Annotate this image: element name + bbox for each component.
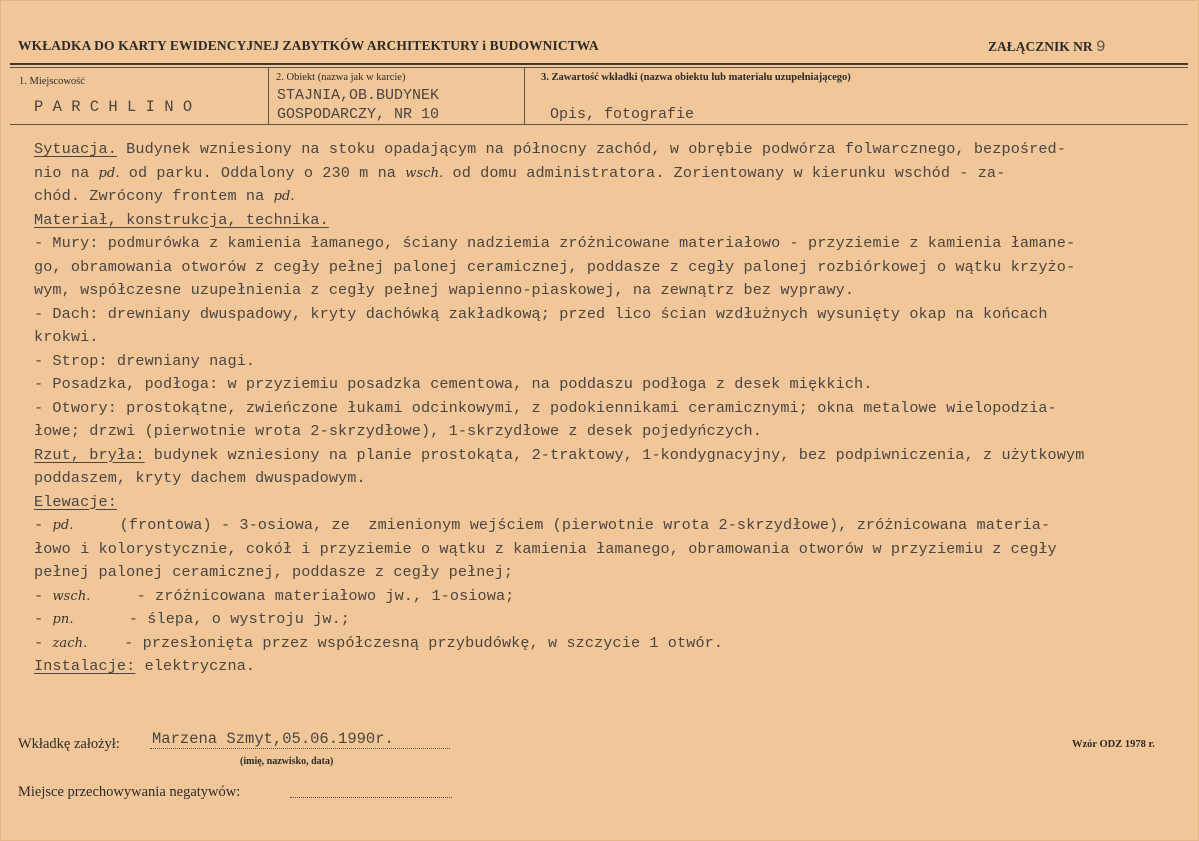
body-line [34, 138, 1184, 162]
body-text: - przesłonięta przez współczesną przybudówkę, w szczycie 1 otwór. [87, 633, 724, 652]
description-body [34, 138, 1184, 679]
body-line: łowe; drzwi (pierwotnie wrota 2-skrzydłowe), 1-skrzydłowe z desek pojedyńczych. [34, 422, 762, 440]
body-line: krokwi. [34, 328, 99, 346]
section-heading-situation: Sytuacja. [34, 140, 117, 158]
body-text: nio na [34, 163, 99, 182]
body-text: chód. Zwrócony frontem na [34, 187, 274, 205]
body-text: (frontowa) - 3-osiowa, ze zmienionym wejściem (pierwotnie wrota 2-skrzydłowe), zróżnicowana materia- [73, 516, 1051, 534]
location-label: 1. Miejscowość [19, 76, 85, 87]
body-line: - Posadzka, podłoga: w przyziemiu posadzka cementowa, na poddaszu podłoga z desek miękkich. [34, 375, 873, 393]
body-line: - Dach: drewniany dwuspadowy, kryty dachówką zakładkową; przed lico ścian wzdłużnych wysunięty okap na końcach [34, 304, 1048, 323]
body-line [34, 655, 1184, 679]
body-line: - Otwory: prostokątne, zwieńczone łukami odcinkowymi, z podokiennikami ceramicznymi; okna metalowe wielopodzia- [34, 398, 1057, 417]
author-value: Marzena Szmyt,05.06.1990r. [152, 730, 394, 748]
handwritten-annotation: wsch. [52, 588, 91, 604]
object-value-line2: GOSPODARCZY, NR 10 [277, 106, 440, 123]
body-line [34, 185, 1184, 209]
form-code: Wzór ODZ 1978 r. [1072, 739, 1155, 750]
location-value: P A R C H L I N O [34, 98, 193, 116]
negatives-dotted-line [290, 797, 452, 798]
handwritten-annotation: pd. [98, 165, 120, 181]
body-line [34, 209, 1184, 233]
body-text: Budynek wzniesiony na stoku opadającym na północny zachód, w obrębie podwórza folwarcznego, bezpośred- [116, 140, 1066, 158]
body-line: - Mury: podmurówka z kamienia łamanego, ściany nadziemia zróżnicowane materiałowo - przyziemie z kamienia łamane- [34, 234, 1076, 252]
body-text: - [34, 610, 53, 628]
author-dotted-line [150, 748, 450, 749]
body-line [34, 632, 1184, 656]
body-line: poddaszem, kryty dachem dwuspadowym. [34, 469, 366, 487]
body-line [34, 444, 1184, 468]
fields-divider-1 [268, 68, 269, 124]
handwritten-annotation: zach. [52, 635, 88, 651]
body-text: elektryczna. [135, 657, 256, 675]
attachment-label [988, 38, 1106, 56]
body-text: - [34, 586, 53, 605]
attachment-label-text: ZAŁĄCZNIK NR [988, 39, 1093, 54]
author-hint: (imię, nazwisko, data) [240, 756, 334, 767]
negatives-label: Miejsce przechowywania negatywów: [18, 784, 241, 800]
author-label: Wkładkę założył: [18, 736, 120, 752]
handwritten-annotation: pd. [52, 518, 74, 533]
body-line [34, 608, 1184, 632]
handwritten-annotation: pn. [52, 612, 74, 627]
handwritten-annotation: wsch. [405, 165, 444, 181]
fields-divider-2 [524, 68, 525, 124]
body-line: łowo i kolorystycznie, cokół i przyziemie o wątku z kamienia łamanego, obramowania otworów w przyziemiu z cegły [34, 539, 1057, 558]
header-rule-top [10, 63, 1188, 65]
body-line [34, 491, 1184, 515]
object-value-line1: STAJNIA,OB.BUDYNEK [277, 87, 440, 104]
body-line: pełnej palonej ceramicznej, poddasze z cegły pełnej; [34, 563, 514, 581]
contents-value: Opis, fotografie [550, 106, 695, 123]
section-heading-plan: Rzut, bryła: [34, 445, 145, 464]
body-line: wym, współczesne uzupełnienia z cegły pełnej wapienno-piaskowej, na zewnątrz bez wyprawy. [34, 281, 855, 299]
body-line [34, 585, 1184, 609]
body-text: budynek wzniesiony na planie prostokąta, 2-traktowy, 1-kondygnacyjny, bez podpiwniczenia, z użytkowym [144, 445, 1085, 464]
contents-label: 3. Zawartość wkładki (nazwa obiektu lub materiału uzupełniającego) [541, 72, 851, 83]
section-heading-material: Materiał, konstrukcja, technika. [34, 210, 329, 229]
body-line: - Strop: drewniany nagi. [34, 351, 256, 370]
body-line [34, 162, 1184, 186]
body-text: od parku. Oddalony o 230 m na [119, 163, 406, 182]
body-text: - [34, 633, 53, 652]
handwritten-annotation: pd. [273, 189, 295, 204]
body-text: - ślepa, o wystroju jw.; [73, 610, 350, 628]
body-line: go, obramowania otworów z cegły pełnej palonej ceramicznej, poddasze z cegły palonej rozbiórkowej o wątku krzyżo- [34, 257, 1076, 276]
header-rule-top-inner [10, 67, 1188, 68]
body-text: - zróżnicowana materiałowo jw., 1-osiowa; [90, 586, 515, 605]
attachment-number: 9 [1096, 38, 1106, 56]
body-line [34, 514, 1184, 538]
object-label: 2. Obiekt (nazwa jak w karcie) [276, 72, 406, 83]
fields-rule-bottom [10, 124, 1188, 125]
body-text: - [34, 516, 53, 534]
section-heading-elevations: Elewacje: [34, 492, 117, 511]
section-heading-installations: Instalacje: [34, 657, 136, 675]
body-text: od domu administratora. Zorientowany w kierunku wschód - za- [443, 163, 1006, 182]
form-title: WKŁADKA DO KARTY EWIDENCYJNEJ ZABYTKÓW ARCHITEKTURY i BUDOWNICTWA [18, 38, 599, 53]
